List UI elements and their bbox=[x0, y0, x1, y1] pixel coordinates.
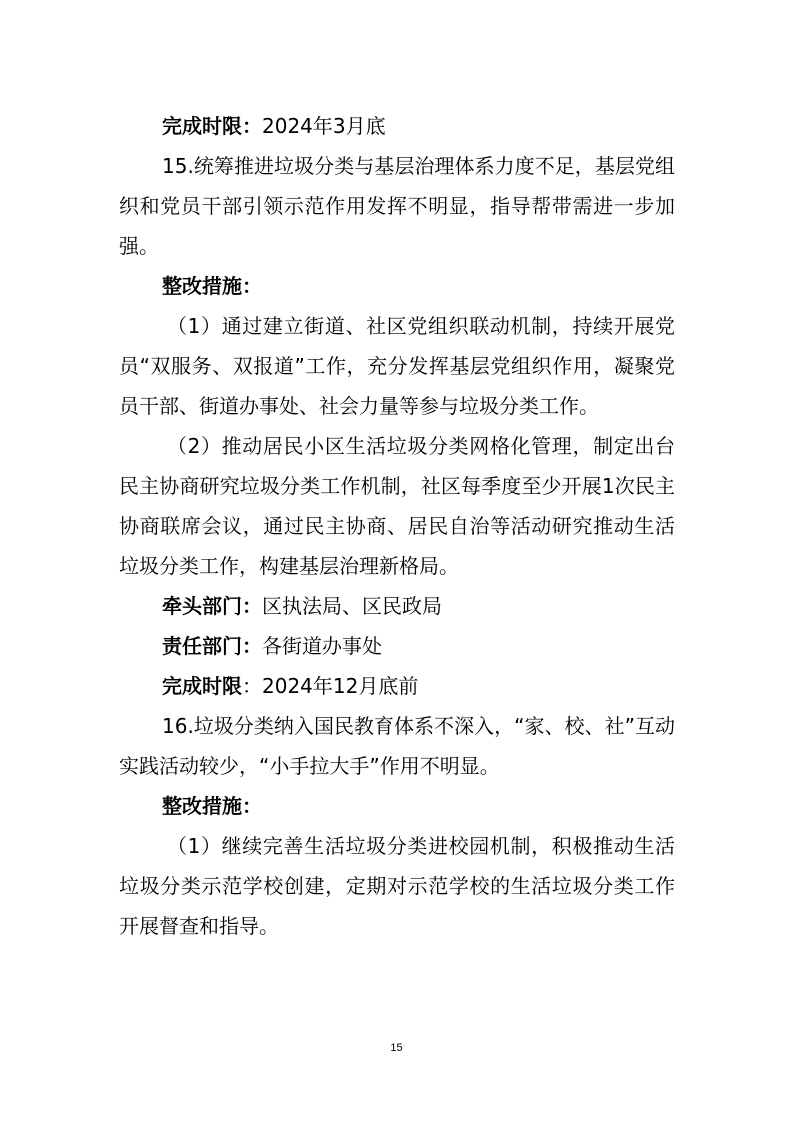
responsible-department-label: 责任部门： bbox=[162, 634, 262, 658]
deadline-paragraph bbox=[119, 106, 675, 146]
measure-text: （2）推动居民小区生活垃圾分类网格化管理，制定出台民主协商研究垃圾分类工作机制，社区每季度至少开展1次民主协商联席会议，通过民主协商、居民自治等活动研究推动生活垃圾分类工作，构建基层治理新格局。 bbox=[119, 434, 675, 578]
deadline-paragraph bbox=[119, 666, 675, 706]
lead-department-paragraph bbox=[119, 586, 675, 626]
deadline-label: 完成时限： bbox=[162, 114, 262, 138]
issue-paragraph bbox=[119, 706, 675, 786]
measures-heading bbox=[119, 786, 675, 826]
issue-paragraph bbox=[119, 146, 675, 266]
measure-item bbox=[119, 826, 675, 946]
measures-label: 整改措施： bbox=[162, 794, 262, 818]
issue-text: 15.统筹推进垃圾分类与基层治理体系力度不足，基层党组织和党员干部引领示范作用发挥不明显，指导帮带需进一步加强。 bbox=[119, 154, 675, 258]
responsible-department-text: 各街道办事处 bbox=[262, 634, 382, 658]
deadline-text: ：2024年12月底前 bbox=[242, 674, 419, 698]
page-number: 15 bbox=[390, 1042, 403, 1054]
issue-text: 16.垃圾分类纳入国民教育体系不深入，“家、校、社”互动实践活动较少，“小手拉大手”作用不明显。 bbox=[119, 714, 675, 778]
measure-text: （1）继续完善生活垃圾分类进校园机制，积极推动生活垃圾分类示范学校创建，定期对示范学校的生活垃圾分类工作开展督查和指导。 bbox=[119, 834, 675, 938]
measure-item bbox=[119, 426, 675, 586]
deadline-text: 2024年3月底 bbox=[262, 114, 386, 138]
measures-heading bbox=[119, 266, 675, 306]
measure-item bbox=[119, 306, 675, 426]
document-body bbox=[119, 106, 675, 946]
lead-department-label: 牵头部门： bbox=[162, 594, 262, 618]
measures-label: 整改措施： bbox=[162, 274, 262, 298]
measure-text: （1）通过建立街道、社区党组织联动机制，持续开展党员“双服务、双报道”工作，充分发挥基层党组织作用，凝聚党员干部、街道办事处、社会力量等参与垃圾分类工作。 bbox=[119, 314, 675, 418]
lead-department-text: 区执法局、区民政局 bbox=[262, 594, 442, 618]
deadline-label: 完成时限 bbox=[162, 674, 242, 698]
responsible-department-paragraph bbox=[119, 626, 675, 666]
